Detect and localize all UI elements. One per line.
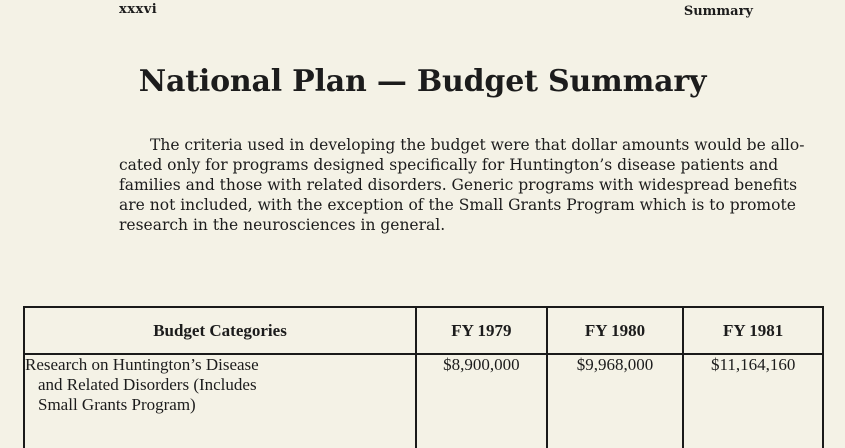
intro-line: The criteria used in developing the budget were that dollar amounts would be allo-	[150, 136, 805, 154]
intro-line: research in the neurosciences in general.	[119, 216, 446, 234]
intro-line: cated only for programs designed specifically for Huntington’s disease patients and	[119, 156, 779, 174]
intro-line: families and those with related disorders. Generic programs with widespread benefits	[119, 176, 798, 194]
page-number: xxxvi	[119, 2, 158, 17]
running-head: Summary	[683, 4, 753, 19]
intro-line: are not included, with the exception of the Small Grants Program which is to promote	[119, 196, 796, 214]
category-line: and Related Disorders (Includes	[38, 375, 257, 394]
category-line: Small Grants Program)	[38, 395, 196, 414]
intro-paragraph	[119, 135, 805, 235]
budget-table	[23, 306, 824, 448]
header-fy-1979: FY 1979	[416, 307, 547, 354]
table-row	[24, 354, 823, 448]
category-cell	[24, 354, 416, 448]
header-fy-1980: FY 1980	[547, 307, 684, 354]
amount-fy-1981: $11,164,160	[683, 354, 823, 448]
category-line: Research on Huntington’s Disease	[25, 355, 259, 374]
amount-fy-1980: $9,968,000	[547, 354, 684, 448]
amount-fy-1979: $8,900,000	[416, 354, 547, 448]
header-budget-categories: Budget Categories	[24, 307, 416, 354]
table-header-row	[24, 307, 823, 354]
header-fy-1981: FY 1981	[683, 307, 823, 354]
page-title: National Plan — Budget Summary	[138, 64, 707, 99]
